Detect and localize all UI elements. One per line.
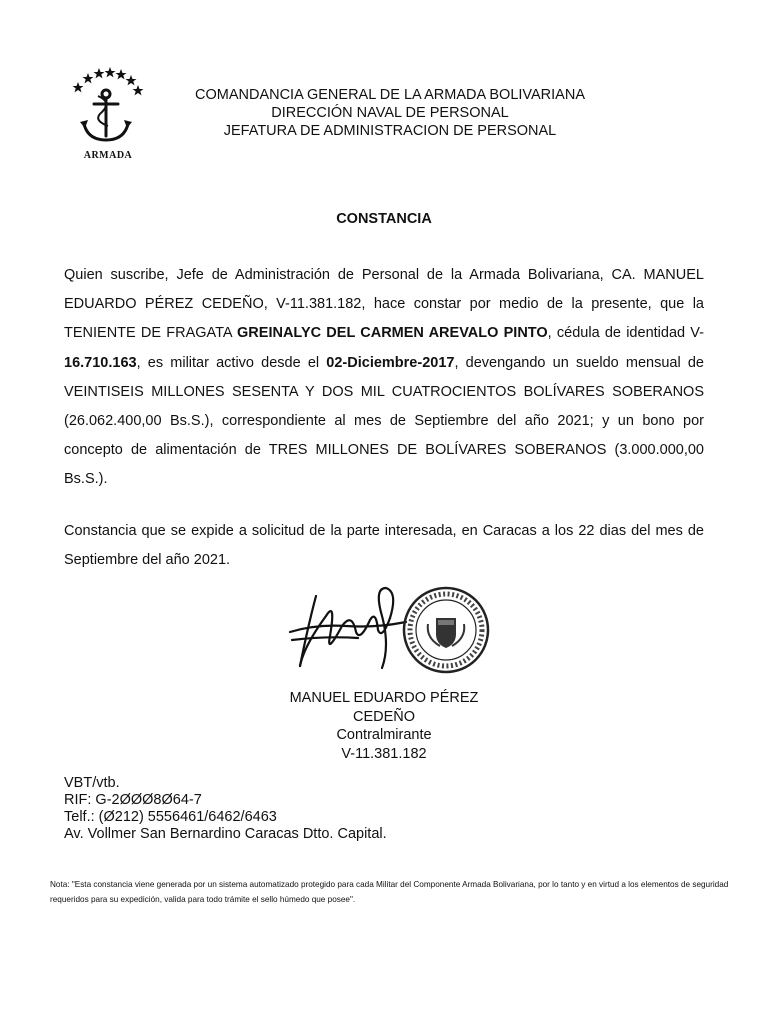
service-start-date: 02-Diciembre-2017	[326, 354, 455, 371]
letterhead	[150, 86, 630, 140]
header-line-3: JEFATURA DE ADMINISTRACION DE PERSONAL	[223, 123, 557, 139]
body-paragraph-1	[64, 261, 704, 495]
armada-logo	[68, 62, 148, 166]
employee-name: GREINALYC DEL CARMEN AREVALO PINTO	[237, 325, 548, 342]
signature-block	[286, 576, 492, 678]
signer-name-line-1: MANUEL EDUARDO PÉREZ	[289, 690, 479, 706]
signer-rank: Contralmirante	[336, 727, 432, 743]
address: Av. Vollmer San Bernardino Caracas Dtto. Capital.	[64, 826, 387, 842]
body-text-c: , es militar activo desde el	[136, 354, 327, 371]
phone: Telf.: (Ø212) 5556461/6462/6463	[64, 809, 277, 825]
handwritten-signature	[290, 588, 406, 668]
header-line-2: DIRECCIÓN NAVAL DE PERSONAL	[271, 105, 509, 121]
navy-anchor-emblem-icon	[68, 62, 148, 148]
document-title: CONSTANCIA	[336, 211, 432, 227]
body-paragraph-2: Constancia que se expide a solicitud de la parte interesada, en Caracas a los 22 dias del mes de Septiembre del año 2021.	[64, 523, 704, 569]
header-line-1: COMANDANCIA GENERAL DE LA ARMADA BOLIVARIANA	[195, 87, 585, 103]
body-text-b: , cédula de identidad V-	[547, 325, 704, 342]
body-text-a: Quien suscribe, Jefe de Administración de Personal de la Armada Bolivariana, CA. MANUEL EDUARDO PÉREZ CEDEÑO, V-11.381.182, hace constar por medio de la presente, que la TENIENTE DE FRAGATA	[64, 267, 704, 342]
initials: VBT/vtb.	[64, 775, 120, 791]
rif: RIF: G-2ØØØ8Ø64-7	[64, 792, 202, 808]
body-text-d: , devengando un sueldo mensual de VEINTISEIS MILLONES SESENTA Y DOS MIL CUATROCIENTOS BOLÍVARES SOBERANOS (26.062.400,00 Bs.S.), correspondiente al mes de Septiembre del año 2021; y un bono por concepto de alimentación de TRES MILLONES DE BOLÍVARES SOBERANOS (3.000.000,00 Bs.S.).	[64, 354, 704, 488]
contact-block	[64, 775, 664, 843]
footer-note: Nota: "Esta constancia viene generada por un sistema automatizado protegido para cada Militar del Componente Armada Bolivariana, por lo tanto y en virtud a los elementos de seguridad requeridos para su expedición, valida para todo trámite el sello húmedo que posee".	[50, 880, 729, 904]
signer-name-line-2: CEDEÑO	[352, 708, 416, 725]
logo-text: ARMADA	[83, 150, 133, 161]
employee-id: 16.710.163	[64, 354, 137, 371]
signer-id: V-11.381.182	[341, 745, 427, 762]
signer-block	[250, 689, 518, 763]
official-round-seal-stamp	[404, 588, 488, 672]
